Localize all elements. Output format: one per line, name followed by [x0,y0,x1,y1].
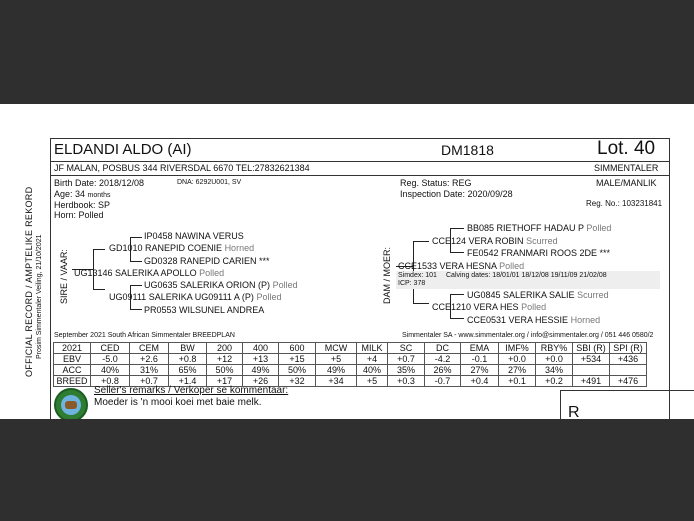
dam-sire: CCE124 VERA ROBIN Scurred [432,236,558,246]
reg-status: Reg. Status: REG [400,178,472,188]
sire-dam-dam: PR0553 WILSUNEL ANDREA [144,305,265,315]
dam-simdex: Simdex: 101 [398,272,437,279]
sex-label: MALE/MANLIK [596,178,657,188]
dam-dam: CCE1210 VERA HES Polled [432,302,547,312]
remarks-title: Seller's remarks / Verkoper se kommentaar: [94,385,289,396]
dam-label: DAM / MOER: [382,246,392,304]
acc-row: ACC 40% 31% 65% 50% 49% 50% 49% 40% 35% 26% 27% 27% 34% [54,365,647,376]
ebv-table [53,342,647,387]
dam-dam-sire: UG0845 SALERIKA SALIE Scurred [467,290,609,300]
sire-label: SIRE / VAAR: [59,249,69,304]
sire-dam: UG09111 SALERIKA UG09111 A (P) Polled [109,292,282,302]
age: Age: 34 months [54,189,111,199]
lot-number: Lot. 40 [597,138,656,159]
horn-status: Horn: Polled [54,210,104,220]
dam-icp: ICP: 378 [398,280,426,287]
remarks-text: Moeder is 'n mooi koei met baie melk. [94,397,262,408]
sale-name-label: Prosim Simmentaler Veiling, 21/10/2021 [36,234,43,359]
bottom-dark-band [0,419,694,521]
official-record-label: OFFICIAL RECORD / AMPTELIKE REKORD [24,186,34,377]
birth-date: Birth Date: 2018/12/08 [54,178,145,188]
dna-info: DNA: 6292U001, SV [177,179,242,186]
dam-name: CCE1533 VERA HESNA Polled [398,261,525,271]
top-dark-band [0,0,694,104]
breed-label: SIMMENTALER [594,163,659,173]
sire-name: UG13146 SALERIKA APOLLO Polled [74,268,225,278]
reg-number: Reg. No.: 103231841 [586,199,663,208]
dam-calving-dates: Calving dates: 18/01/01 18/12/08 19/11/09 21/02/08 [446,272,607,279]
herdbook: Herdbook: SP [54,200,111,210]
sire-sire-dam: GD0328 RANEPID CARIEN *** [144,256,270,266]
corner-box [560,390,694,419]
owner-line: JF MALAN, POSBUS 344 RIVERSDAL 6670 TEL:27832621384 [54,163,310,173]
sire-dam-sire: UG0635 SALERIKA ORION (P) Polled [144,280,298,290]
dam-sire-dam: FE0542 FRANMARI ROOS 2DE *** [467,248,611,258]
ebv-table-header: 2021 CED CEM BW 200 400 600 MCW MILK SC DC EMA IMF% RBY% SBI (R) SPI (R) [54,343,647,354]
dam-dam-dam: CCE0531 VERA HESSIE Horned [467,315,601,325]
simmentaler-logo-icon [54,388,88,419]
ebv-row: EBV -5.0 +2.6 +0.8 +12 +13 +15 +5 +4 +0.7 -4.2 -0.1 +0.0 +0.0 +534 +436 [54,354,647,365]
corner-letter: R [568,404,580,419]
sire-sire: GD1010 RANEPID COENIE Horned [109,243,255,253]
dam-sire-sire: BB085 RIETHOFF HADAU P Polled [467,223,612,233]
breed-avg-row: BREED +0.8 +0.7 +1.4 +17 +26 +32 +34 +5 +0.3 -0.7 +0.4 +0.1 +0.2 +491 +476 [54,376,647,387]
animal-name: ELDANDI ALDO (AI) [54,141,192,158]
breedplan-source: September 2021 South African Simmentaler BREEDPLAN [54,332,235,339]
breedplan-contact: Simmentaler SA - www.simmentaler.org / info@simmentaler.org / 051 446 0580/2 [402,332,654,339]
sire-sire-sire: IP0458 NAWINA VERUS [144,231,244,241]
animal-code: DM1818 [441,142,494,158]
inspection-date: Inspection Date: 2020/09/28 [400,189,513,199]
lot-catalogue-page [0,104,694,419]
